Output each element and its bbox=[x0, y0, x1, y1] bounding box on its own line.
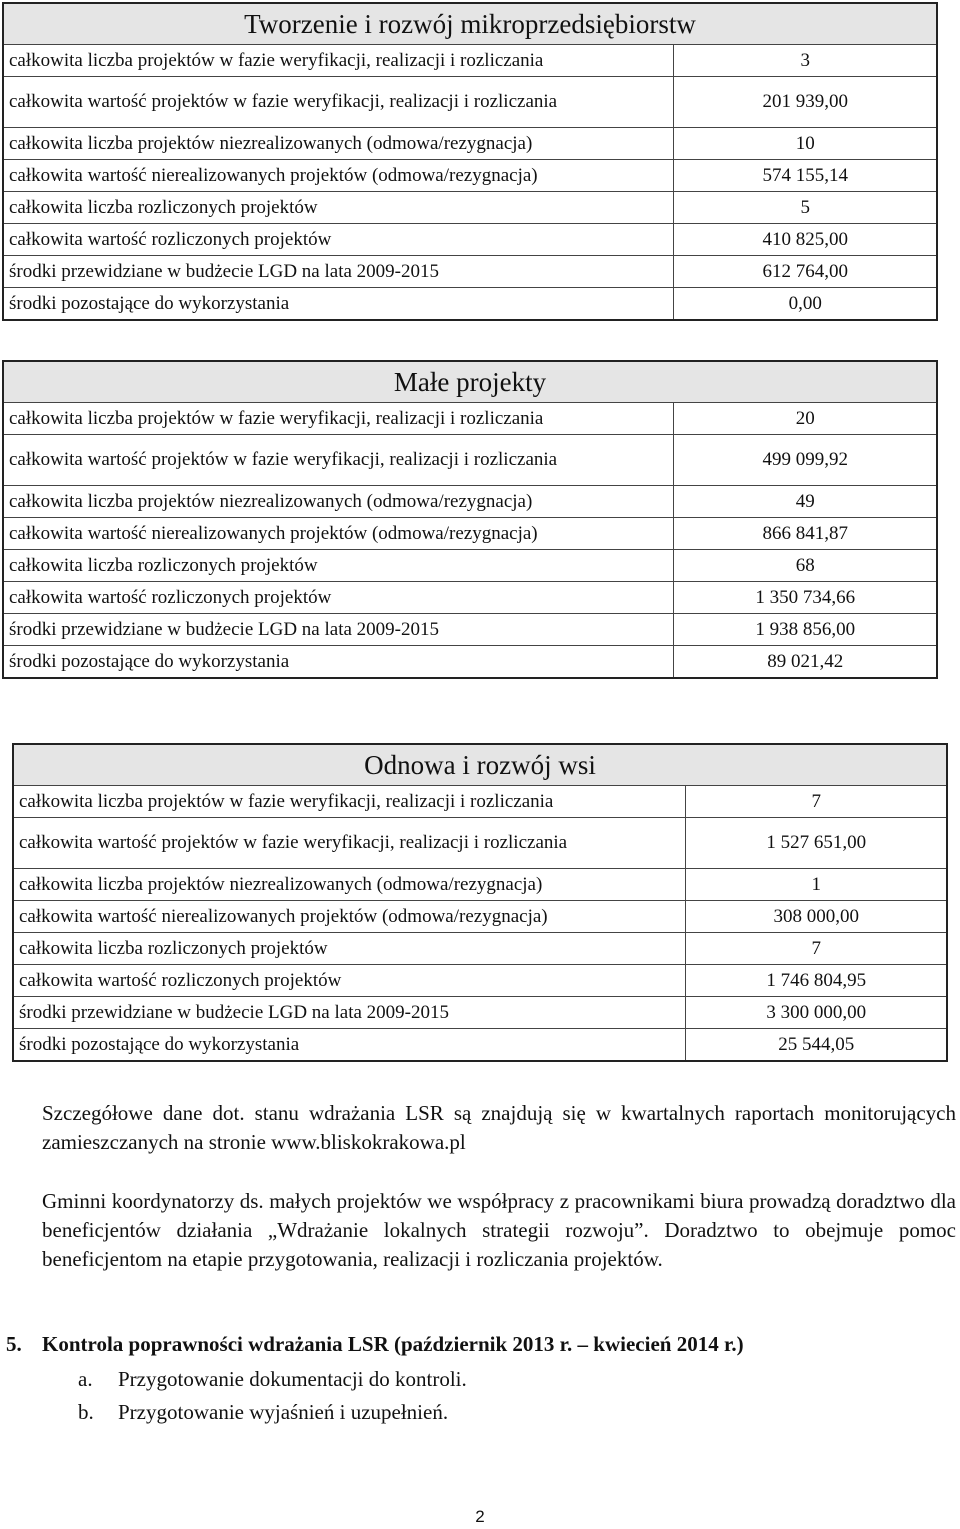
row-value: 25 544,05 bbox=[685, 1029, 947, 1062]
section-title: Kontrola poprawności wdrażania LSR (październik 2013 r. – kwiecień 2014 r.) bbox=[42, 1332, 744, 1356]
row-label: całkowita liczba projektów w fazie weryfikacji, realizacji i rozliczania bbox=[3, 403, 673, 435]
table-title: Tworzenie i rozwój mikroprzedsiębiorstw bbox=[3, 3, 937, 45]
table-title: Odnowa i rozwój wsi bbox=[13, 744, 947, 786]
row-value: 0,00 bbox=[673, 288, 937, 321]
row-label: środki przewidziane w budżecie LGD na lata 2009-2015 bbox=[3, 256, 673, 288]
row-label: całkowita liczba projektów w fazie weryfikacji, realizacji i rozliczania bbox=[3, 45, 673, 77]
row-label: całkowita wartość rozliczonych projektów bbox=[3, 224, 673, 256]
table-row bbox=[3, 550, 937, 582]
row-label: całkowita wartość nierealizowanych projektów (odmowa/rezygnacja) bbox=[3, 518, 673, 550]
row-label: środki pozostające do wykorzystania bbox=[13, 1029, 685, 1062]
table-row bbox=[13, 997, 947, 1029]
table-row bbox=[13, 933, 947, 965]
row-value: 612 764,00 bbox=[673, 256, 937, 288]
row-value: 68 bbox=[673, 550, 937, 582]
row-value: 574 155,14 bbox=[673, 160, 937, 192]
row-value: 1 527 651,00 bbox=[685, 818, 947, 869]
row-label: całkowita liczba rozliczonych projektów bbox=[13, 933, 685, 965]
table-row bbox=[13, 965, 947, 997]
row-value: 89 021,42 bbox=[673, 646, 937, 679]
table-row bbox=[3, 646, 937, 679]
table-row bbox=[13, 1029, 947, 1062]
table-row bbox=[3, 128, 937, 160]
row-label: całkowita wartość nierealizowanych projektów (odmowa/rezygnacja) bbox=[13, 901, 685, 933]
table-microenterprises bbox=[2, 2, 938, 321]
list-item-letter: b. bbox=[78, 1400, 94, 1424]
page-number: 2 bbox=[475, 1507, 485, 1526]
row-value: 1 746 804,95 bbox=[685, 965, 947, 997]
table-row bbox=[3, 435, 937, 486]
row-label: całkowita liczba rozliczonych projektów bbox=[3, 550, 673, 582]
table-row bbox=[3, 192, 937, 224]
row-label: całkowita wartość projektów w fazie weryfikacji, realizacji i rozliczania bbox=[13, 818, 685, 869]
row-value: 20 bbox=[673, 403, 937, 435]
row-value: 1 938 856,00 bbox=[673, 614, 937, 646]
table-row bbox=[3, 224, 937, 256]
row-label: całkowita liczba rozliczonych projektów bbox=[3, 192, 673, 224]
table-row bbox=[13, 786, 947, 818]
section-heading bbox=[6, 1332, 744, 1357]
row-label: całkowita liczba projektów niezrealizowanych (odmowa/rezygnacja) bbox=[13, 869, 685, 901]
row-value: 1 bbox=[685, 869, 947, 901]
table-row bbox=[13, 869, 947, 901]
table-row bbox=[3, 77, 937, 128]
table-row bbox=[13, 818, 947, 869]
row-label: całkowita wartość projektów w fazie weryfikacji, realizacji i rozliczania bbox=[3, 77, 673, 128]
row-value: 7 bbox=[685, 933, 947, 965]
table-row bbox=[3, 256, 937, 288]
section-number: 5. bbox=[6, 1332, 22, 1356]
row-value: 1 350 734,66 bbox=[673, 582, 937, 614]
table-row bbox=[3, 45, 937, 77]
paragraph-advisory: Gminni koordynatorzy ds. małych projektów we współpracy z pracownikami biura prowadzą doradztwo dla beneficjentów działania „Wdrażanie lokalnych strategii rozwoju”. Doradztwo to obejmuje pomoc beneficjentom na etapie przygotowania, realizacji i rozliczania projektów. bbox=[42, 1189, 956, 1271]
list-item bbox=[78, 1400, 448, 1425]
row-value: 499 099,92 bbox=[673, 435, 937, 486]
table-row bbox=[3, 614, 937, 646]
row-value: 3 bbox=[673, 45, 937, 77]
row-value: 308 000,00 bbox=[685, 901, 947, 933]
row-value: 3 300 000,00 bbox=[685, 997, 947, 1029]
row-label: całkowita wartość nierealizowanych projektów (odmowa/rezygnacja) bbox=[3, 160, 673, 192]
list-item-text: Przygotowanie wyjaśnień i uzupełnień. bbox=[118, 1400, 449, 1424]
table-row bbox=[3, 518, 937, 550]
table-row bbox=[3, 288, 937, 321]
list-item-letter: a. bbox=[78, 1367, 93, 1391]
row-value: 10 bbox=[673, 128, 937, 160]
table-row bbox=[3, 486, 937, 518]
row-label: całkowita liczba projektów niezrealizowanych (odmowa/rezygnacja) bbox=[3, 128, 673, 160]
row-value: 410 825,00 bbox=[673, 224, 937, 256]
row-value: 49 bbox=[673, 486, 937, 518]
table-small-projects bbox=[2, 360, 938, 679]
row-label: środki przewidziane w budżecie LGD na lata 2009-2015 bbox=[3, 614, 673, 646]
row-label: całkowita wartość rozliczonych projektów bbox=[3, 582, 673, 614]
table-village-renewal bbox=[12, 743, 948, 1062]
row-label: środki pozostające do wykorzystania bbox=[3, 288, 673, 321]
table-row bbox=[3, 582, 937, 614]
paragraph-monitoring-reports: Szczegółowe dane dot. stanu wdrażania LSR są znajdują się w kwartalnych raportach monitorujących zamieszczanych na stronie www.bliskokrakowa.pl bbox=[42, 1101, 956, 1154]
row-value: 866 841,87 bbox=[673, 518, 937, 550]
row-label: całkowita wartość projektów w fazie weryfikacji, realizacji i rozliczania bbox=[3, 435, 673, 486]
table-row bbox=[13, 901, 947, 933]
list-item bbox=[78, 1367, 467, 1392]
table-row bbox=[3, 160, 937, 192]
table-title: Małe projekty bbox=[3, 361, 937, 403]
row-label: całkowita liczba projektów w fazie weryfikacji, realizacji i rozliczania bbox=[13, 786, 685, 818]
row-value: 5 bbox=[673, 192, 937, 224]
row-label: środki przewidziane w budżecie LGD na lata 2009-2015 bbox=[13, 997, 685, 1029]
row-label: całkowita liczba projektów niezrealizowanych (odmowa/rezygnacja) bbox=[3, 486, 673, 518]
row-value: 7 bbox=[685, 786, 947, 818]
list-item-text: Przygotowanie dokumentacji do kontroli. bbox=[118, 1367, 467, 1391]
row-value: 201 939,00 bbox=[673, 77, 937, 128]
row-label: środki pozostające do wykorzystania bbox=[3, 646, 673, 679]
table-row bbox=[3, 403, 937, 435]
row-label: całkowita wartość rozliczonych projektów bbox=[13, 965, 685, 997]
